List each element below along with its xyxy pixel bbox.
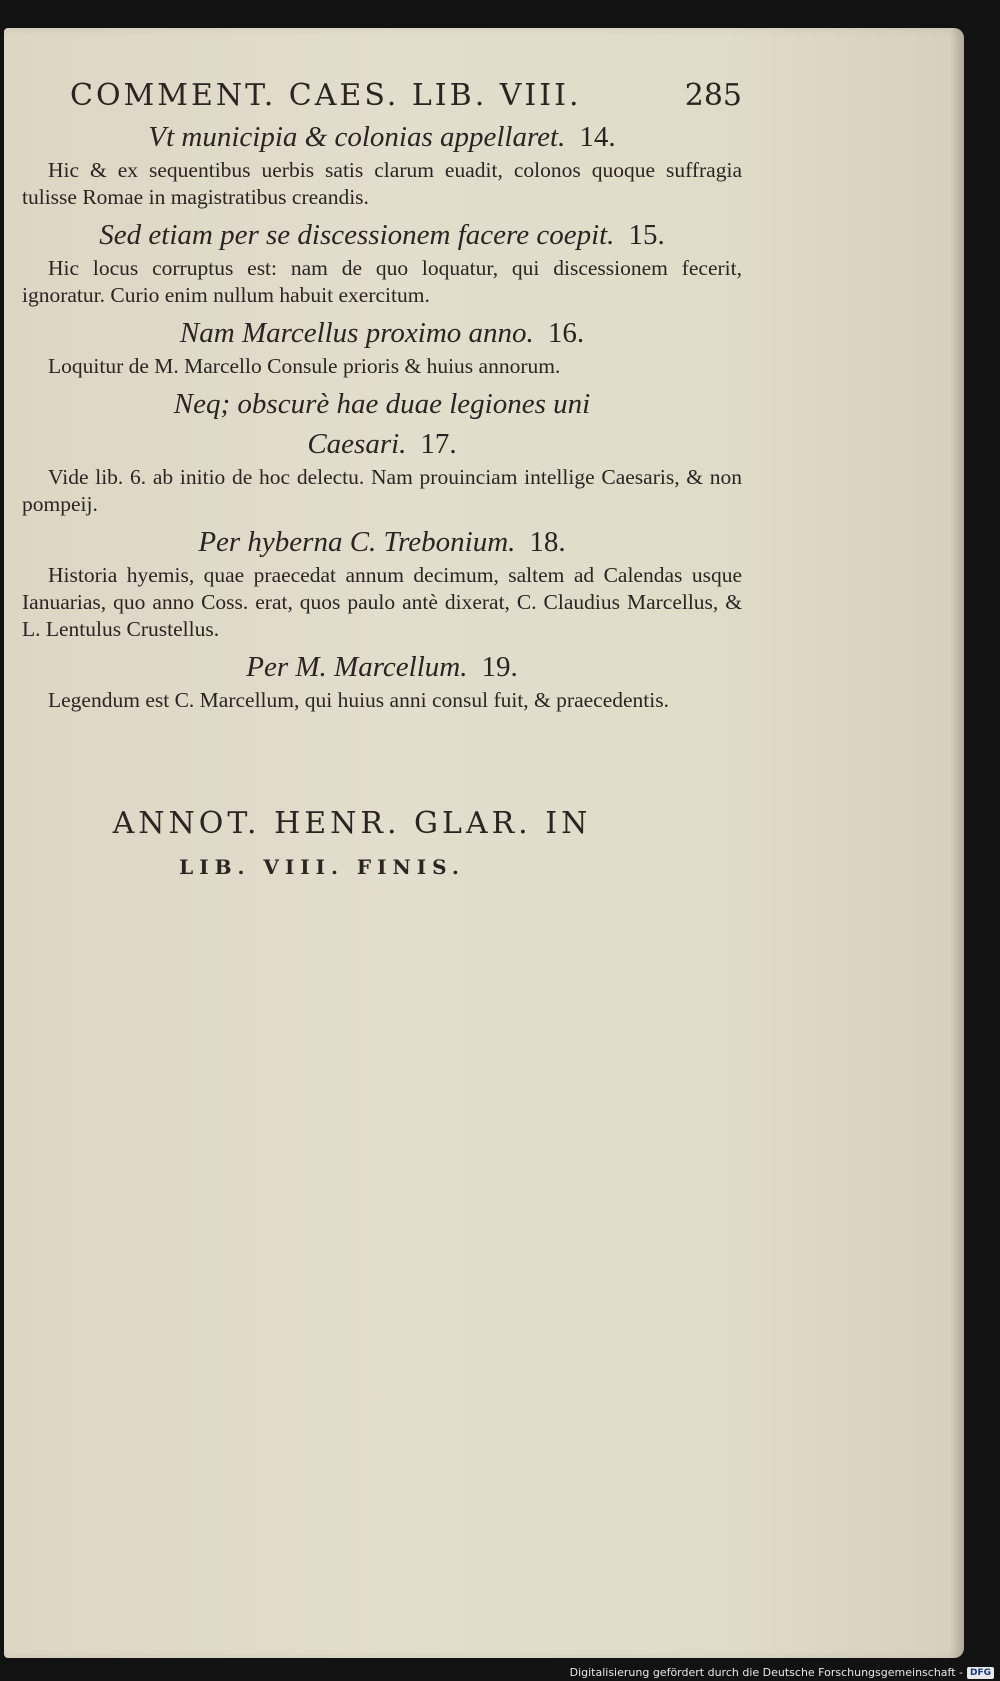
annotation-entry: [22, 647, 742, 714]
lemma: Per hyberna C. Trebonium. 18.: [198, 526, 566, 558]
finis-line-2: LIB. VIII. FINIS.: [179, 855, 465, 879]
annotation-entry: [22, 117, 742, 211]
lemma-number: 14.: [579, 121, 616, 153]
lemma: Neq; obscurè hae duae legiones uni Caesari. 17.: [173, 388, 591, 460]
running-header: [70, 78, 742, 113]
dfg-logo: DFG: [967, 1667, 994, 1679]
annotation-text: Legendum est C. Marcellum, qui huius anni consul fuit, & praecedentis.: [48, 688, 669, 712]
annotation-entry: [22, 384, 742, 518]
lemma: Sed etiam per se discessionem facere coepit. 15.: [99, 219, 665, 251]
annotation-text: Loquitur de M. Marcello Consule prioris & huius annorum.: [48, 354, 561, 378]
lemma: Per M. Marcellum. 19.: [246, 651, 518, 683]
page-edge-shadow: [950, 28, 964, 1658]
annotation-text: Vide lib. 6. ab initio de hoc delectu. Nam prouinciam intellige Caesaris, & non pompeij.: [22, 465, 742, 516]
finis-colophon: [22, 806, 742, 879]
annotation-text: Hic locus corruptus est: nam de quo loquatur, qui discessionem fecerit, ignoratur. Curio enim nullum habuit exercitum.: [22, 256, 742, 307]
annotation-entry: [22, 313, 742, 380]
annotation-entry: [22, 522, 742, 643]
annotation-text: Historia hyemis, quae praecedat annum decimum, saltem ad Calendas usque Ianuarias, quo anno Coss. erat, quos paulo antè dixerat, C. Claudius Marcellus, & L. Lentulus Crustellus.: [22, 563, 742, 641]
digitization-credit: [570, 1666, 994, 1679]
annotation-entry: [22, 215, 742, 309]
lemma: Vt municipia & colonias appellaret. 14.: [148, 121, 616, 153]
lemma-number: 16.: [547, 317, 585, 349]
annotation-text: Hic & ex sequentibus uerbis satis clarum euadit, colonos quoque suffragia tulisse Romae in magistratibus creandis.: [22, 158, 742, 209]
lemma-number: 18.: [529, 526, 566, 558]
lemma-number: 17.: [420, 428, 457, 460]
finis-line-1: ANNOT. HENR. GLAR. IN: [112, 806, 592, 841]
credit-text: Digitalisierung gefördert durch die Deutsche Forschungsgemeinschaft -: [569, 1666, 963, 1679]
book-page: [4, 28, 964, 1658]
lemma-number: 19.: [481, 651, 518, 683]
running-title: COMMENT. CAES. LIB. VIII.: [70, 78, 582, 113]
page-number: 285: [684, 78, 742, 113]
lemma: Nam Marcellus proximo anno. 16.: [179, 317, 585, 349]
page-content: [22, 78, 742, 879]
lemma-number: 15.: [628, 219, 665, 251]
